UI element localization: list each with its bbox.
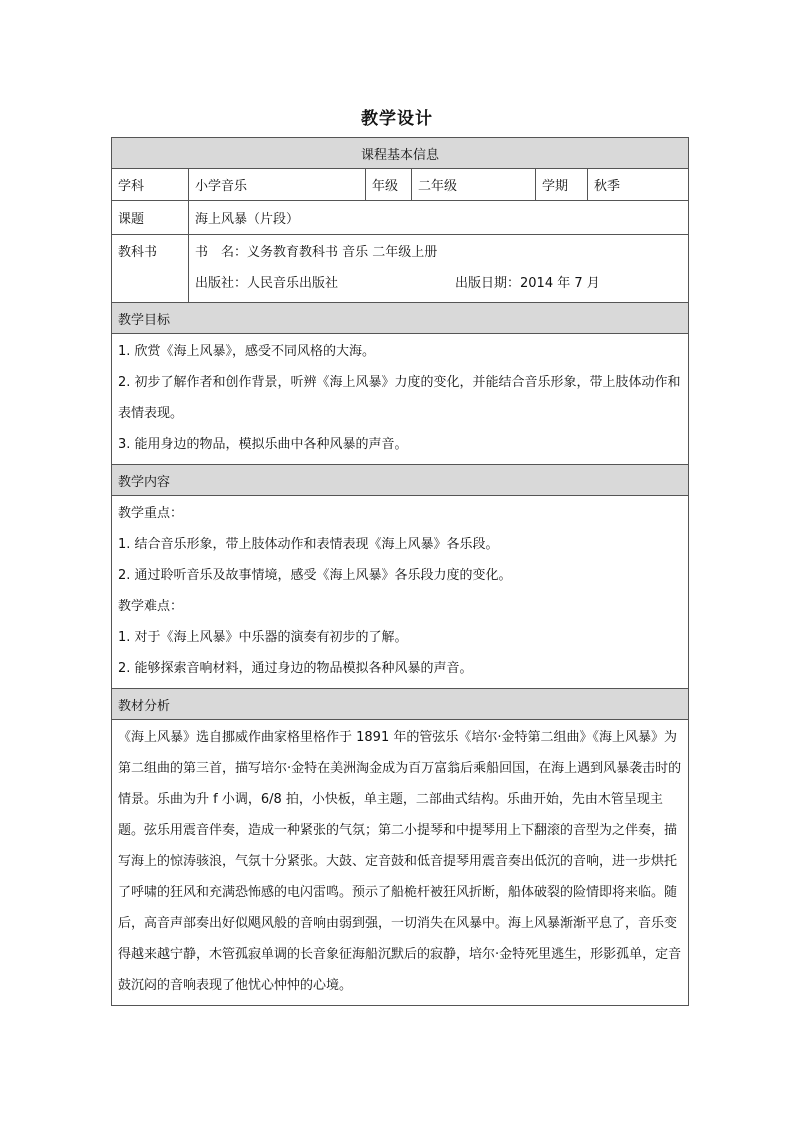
objective-item: 2. 初步了解作者和创作背景，听辨《海上风暴》力度的变化，并能结合音乐形象，带上肢体动作和表情表现。	[118, 375, 681, 421]
content-header: 教学内容	[112, 465, 689, 496]
difficult-points-label: 教学难点：	[118, 599, 184, 614]
basic-info-header: 课程基本信息	[112, 138, 689, 169]
subject-value: 小学音乐	[189, 169, 366, 201]
difficult-point-item: 1. 对于《海上风暴》中乐器的演奏有初步的了解。	[118, 630, 408, 645]
analysis-body	[112, 720, 689, 1006]
textbook-label: 教科书	[112, 235, 189, 303]
term-label: 学期	[536, 169, 588, 201]
key-point-item: 2. 通过聆听音乐及故事情境，感受《海上风暴》各乐段力度的变化。	[118, 568, 512, 583]
objectives-header: 教学目标	[112, 303, 689, 334]
publish-date: 出版日期：2014 年 7 月	[455, 276, 600, 291]
subject-label: 学科	[112, 169, 189, 201]
lesson-label: 课题	[112, 201, 189, 235]
analysis-header: 教材分析	[112, 689, 689, 720]
objectives-body	[112, 334, 689, 465]
publisher: 出版社：人民音乐出版社	[195, 276, 339, 291]
content-body	[112, 496, 689, 689]
lesson-value: 海上风暴（片段）	[189, 201, 689, 235]
term-value: 秋季	[588, 169, 689, 201]
objective-item: 1. 欣赏《海上风暴》，感受不同风格的大海。	[118, 344, 376, 359]
key-points-label: 教学重点：	[118, 506, 184, 521]
grade-label: 年级	[366, 169, 412, 201]
textbook-info	[189, 235, 689, 303]
page-title: 教学设计	[361, 109, 433, 129]
textbook-name: 书 名：义务教育教科书 音乐 二年级上册	[195, 245, 438, 260]
grade-value: 二年级	[412, 169, 536, 201]
analysis-text: 《海上风暴》选自挪威作曲家格里格作于 1891 年的管弦乐《培尔·金特第二组曲》《海上风暴》为第二组曲的第三首，描写培尔·金特在美洲淘金成为百万富翁后乘船回国，在海上遇到风暴袭击时的情景。乐曲为升 f 小调，6/8 拍，小快板，单主题，二部曲式结构。乐曲开始，先由木管呈现主题。弦乐用震音伴奏，造成一种紧张的气氛；第二小提琴和中提琴用上下翻滚的音型为之伴奏，描写海上的惊涛骇浪，气氛十分紧张。大鼓、定音鼓和低音提琴用震音奏出低沉的音响，进一步烘托了呼啸的狂风和充满恐怖感的电闪雷鸣。预示了船桅杆被狂风折断，船体破裂的险情即将来临。随后，高音声部奏出好似飓风般的音响由弱到强，一切消失在风暴中。海上风暴渐渐平息了，音乐变得越来越宁静，木管孤寂单调的长音象征海船沉默后的寂静，培尔·金特死里逃生，形影孤单，定音鼓沉闷的音响表现了他忧心忡忡的心境。	[118, 730, 682, 993]
lesson-plan-table	[111, 137, 689, 1006]
difficult-point-item: 2. 能够探索音响材料，通过身边的物品模拟各种风暴的声音。	[118, 661, 473, 676]
key-point-item: 1. 结合音乐形象，带上肢体动作和表情表现《海上风暴》各乐段。	[118, 537, 499, 552]
publisher-row	[195, 268, 682, 299]
objective-item: 3. 能用身边的物品，模拟乐曲中各种风暴的声音。	[118, 437, 408, 452]
